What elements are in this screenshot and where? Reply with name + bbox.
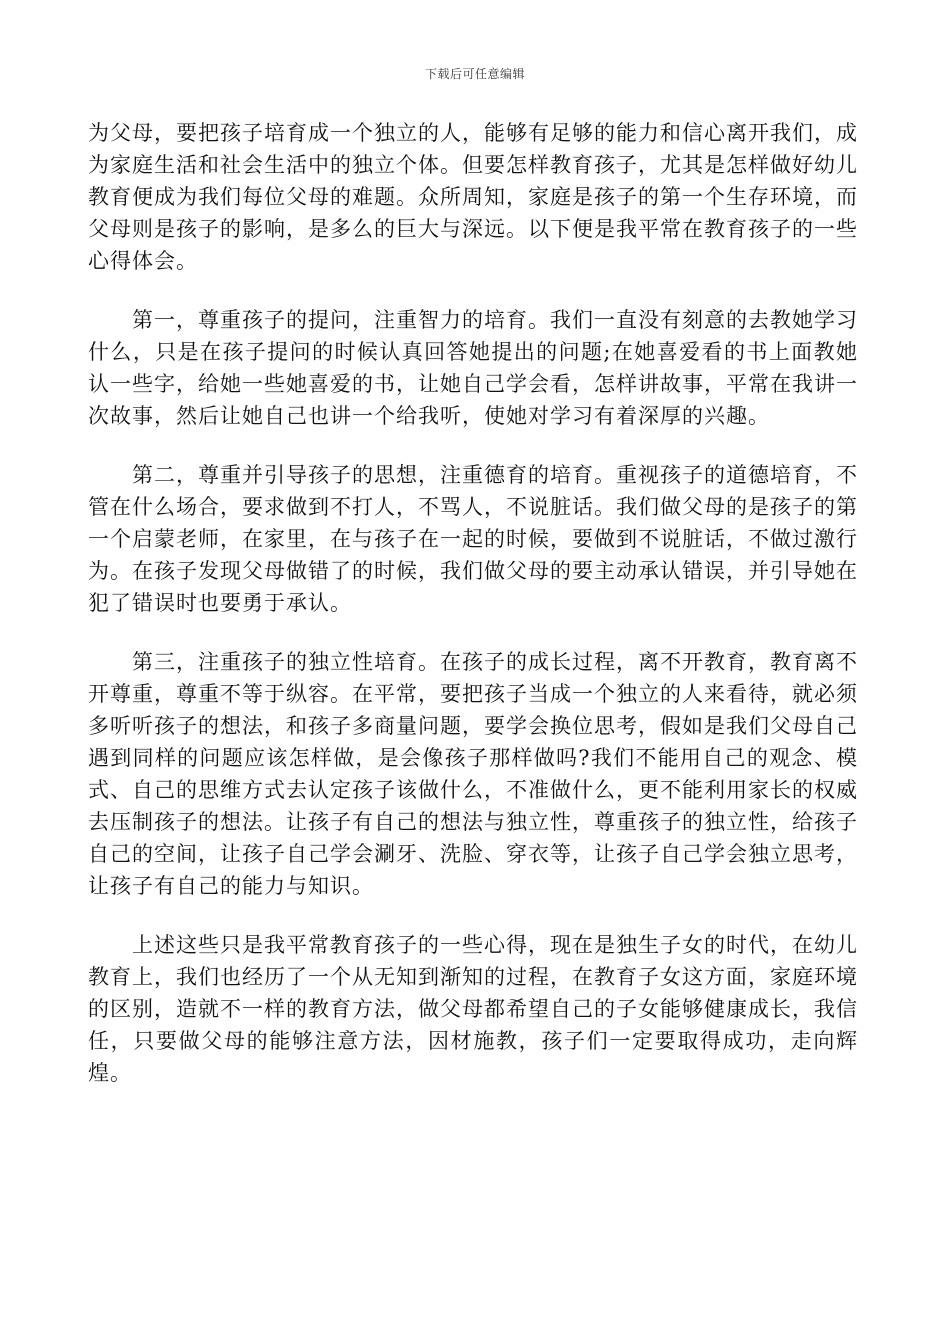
- page-header-note: 下载后可任意编辑: [424, 67, 525, 81]
- paragraph-conclusion: 上述这些只是我平常教育孩子的一些心得，现在是独生子女的时代，在幼儿教育上，我们也经历了一个从无知到渐知的过程，在教育子女这方面，家庭环境的区别，造就不一样的教育方法，做父母都希望自己的子女能够健康成长，我信任，只要做父母的能够注意方法，因材施教，孩子们一定要取得成功，走向辉煌。: [88, 933, 858, 1085]
- paragraph-third-point: 第三，注重孩子的独立性培育。在孩子的成长过程，离不开教育，教育离不开尊重，尊重不等于纵容。在平常，要把孩子当成一个独立的人来看待，就必须多听听孩子的想法，和孩子多商量问题，要学会换位思考，假如是我们父母自己遇到同样的问题应该怎样做，是会像孩子那样做吗?我们不能用自己的观念、模式、自己的思维方式去认定孩子该做什么，不准做什么，更不能利用家长的权威去压制孩子的想法。让孩子有自己的想法与独立性，尊重孩子的独立性，给孩子自己的空间，让孩子自己学会涮牙、洗脸、穿衣等，让孩子自己学会独立思考，让孩子有自己的能力与知识。: [88, 650, 858, 898]
- paragraph-first-point: 第一，尊重孩子的提问，注重智力的培育。我们一直没有刻意的去教她学习什么，只是在孩子提问的时候认真回答她提出的问题;在她喜爱看的书上面教她认一些字，给她一些她喜爱的书，让她自己学会看，怎样讲故事，平常在我讲一次故事，然后让她自己也讲一个给我听，使她对学习有着深厚的兴趣。: [88, 308, 858, 428]
- document-body: [88, 117, 858, 1116]
- paragraph-second-point: 第二，尊重并引导孩子的思想，注重德育的培育。重视孩子的道德培育，不管在什么场合，要求做到不打人，不骂人，不说脏话。我们做父母的是孩子的第一个启蒙老师，在家里，在与孩子在一起的时候，要做到不说脏话，不做过激行为。在孩子发现父母做错了的时候，我们做父母的要主动承认错误，并引导她在犯了错误时也要勇于承认。: [88, 463, 858, 615]
- paragraph-intro: 为父母，要把孩子培育成一个独立的人，能够有足够的能力和信心离开我们，成为家庭生活和社会生活中的独立个体。但要怎样教育孩子，尤其是怎样做好幼儿教育便成为我们每位父母的难题。众所周知，家庭是孩子的第一个生存环境，而父母则是孩子的影响，是多么的巨大与深远。以下便是我平常在教育孩子的一些心得体会。: [88, 121, 858, 273]
